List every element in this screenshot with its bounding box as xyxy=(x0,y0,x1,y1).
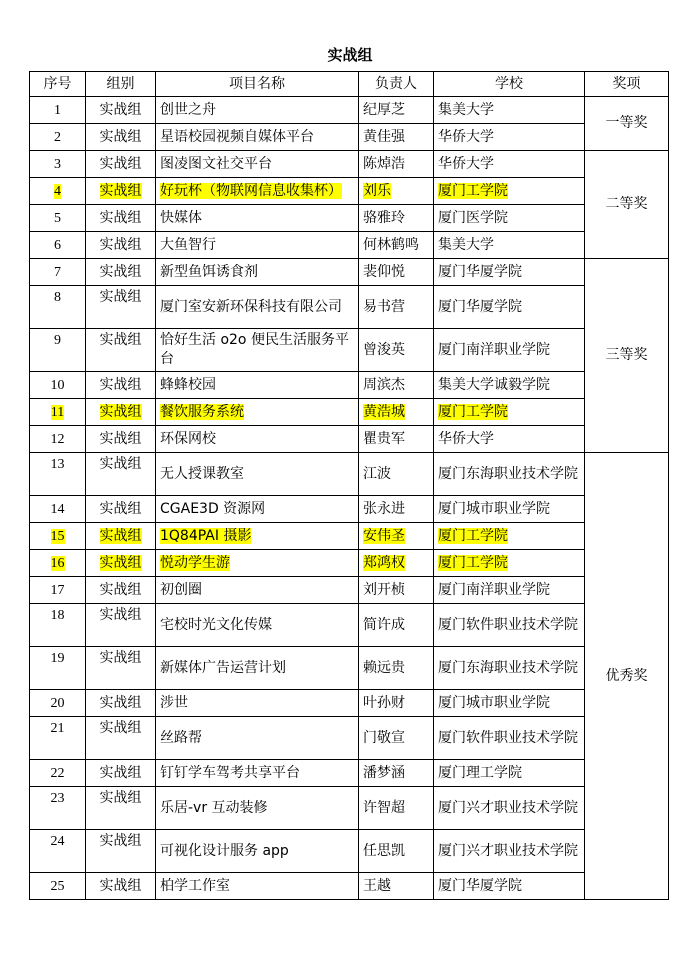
row-project-name: 星语校园视频自媒体平台 xyxy=(156,124,359,151)
row-school: 厦门软件职业技术学院 xyxy=(434,604,585,647)
row-project-name: 恰好生活 o2o 便民生活服务平台 xyxy=(156,329,359,372)
row-no: 2 xyxy=(30,124,86,151)
header-school: 学校 xyxy=(434,72,585,97)
row-school: 厦门兴才职业技术学院 xyxy=(434,830,585,873)
table-row xyxy=(30,399,669,426)
row-person xyxy=(359,550,434,577)
row-no: 1 xyxy=(30,97,86,124)
row-no: 10 xyxy=(30,372,86,399)
highlight: 实战组 xyxy=(99,527,142,544)
award-third: 三等奖 xyxy=(585,259,669,453)
table-row xyxy=(30,873,669,900)
row-group: 实战组 xyxy=(86,205,156,232)
row-person: 任思凯 xyxy=(359,830,434,873)
table-row xyxy=(30,690,669,717)
row-project-name xyxy=(156,399,359,426)
row-project-name: 宅校时光文化传媒 xyxy=(156,604,359,647)
highlight: 厦门工学院 xyxy=(438,403,508,420)
row-school: 厦门软件职业技术学院 xyxy=(434,717,585,760)
table-row xyxy=(30,286,669,329)
row-person: 刘开桢 xyxy=(359,577,434,604)
table-row xyxy=(30,830,669,873)
row-person: 门敬宣 xyxy=(359,717,434,760)
row-group: 实战组 xyxy=(86,647,156,690)
row-person: 曾浚英 xyxy=(359,329,434,372)
header-project-name: 项目名称 xyxy=(156,72,359,97)
highlight: 实战组 xyxy=(99,182,142,199)
row-school: 厦门医学院 xyxy=(434,205,585,232)
highlight: 实战组 xyxy=(99,554,142,571)
row-school: 厦门理工学院 xyxy=(434,760,585,787)
table-row xyxy=(30,178,669,205)
row-group: 实战组 xyxy=(86,604,156,647)
row-person: 易书营 xyxy=(359,286,434,329)
row-school: 华侨大学 xyxy=(434,426,585,453)
row-project-name: 蜂蜂校园 xyxy=(156,372,359,399)
row-school: 集美大学 xyxy=(434,232,585,259)
row-person: 瞿贵军 xyxy=(359,426,434,453)
row-group: 实战组 xyxy=(86,453,156,496)
table-row xyxy=(30,577,669,604)
row-person: 黄佳强 xyxy=(359,124,434,151)
table-row xyxy=(30,496,669,523)
row-group: 实战组 xyxy=(86,426,156,453)
row-group xyxy=(86,178,156,205)
row-no: 3 xyxy=(30,151,86,178)
row-no: 14 xyxy=(30,496,86,523)
row-group: 实战组 xyxy=(86,496,156,523)
row-school: 华侨大学 xyxy=(434,124,585,151)
row-school: 厦门兴才职业技术学院 xyxy=(434,787,585,830)
row-no: 8 xyxy=(30,286,86,329)
awards-table xyxy=(29,71,669,900)
row-group: 实战组 xyxy=(86,717,156,760)
header-award: 奖项 xyxy=(585,72,669,97)
table-row xyxy=(30,550,669,577)
row-project-name: 大鱼智行 xyxy=(156,232,359,259)
highlight: 刘乐 xyxy=(363,182,391,199)
row-school: 厦门东海职业技术学院 xyxy=(434,647,585,690)
row-school: 厦门华厦学院 xyxy=(434,286,585,329)
highlight: 郑鸿权 xyxy=(363,554,405,571)
row-no: 18 xyxy=(30,604,86,647)
table-row xyxy=(30,97,669,124)
row-no: 23 xyxy=(30,787,86,830)
row-project-name: 初创圈 xyxy=(156,577,359,604)
row-school xyxy=(434,399,585,426)
row-no xyxy=(30,550,86,577)
header-no: 序号 xyxy=(30,72,86,97)
row-no: 12 xyxy=(30,426,86,453)
row-person: 叶孙财 xyxy=(359,690,434,717)
highlight: 厦门工学院 xyxy=(438,554,508,571)
table-row xyxy=(30,329,669,372)
row-group xyxy=(86,399,156,426)
row-person: 王越 xyxy=(359,873,434,900)
row-school: 厦门东海职业技术学院 xyxy=(434,453,585,496)
row-person: 潘梦涵 xyxy=(359,760,434,787)
row-project-name: 环保网校 xyxy=(156,426,359,453)
row-person: 张永进 xyxy=(359,496,434,523)
row-no: 5 xyxy=(30,205,86,232)
row-school: 厦门城市职业学院 xyxy=(434,690,585,717)
table-row xyxy=(30,259,669,286)
row-school xyxy=(434,178,585,205)
row-person: 骆雅玲 xyxy=(359,205,434,232)
row-project-name: 涉世 xyxy=(156,690,359,717)
row-project-name: 柏学工作室 xyxy=(156,873,359,900)
table-row xyxy=(30,124,669,151)
row-no: 19 xyxy=(30,647,86,690)
row-school xyxy=(434,550,585,577)
table-row xyxy=(30,523,669,550)
row-no: 6 xyxy=(30,232,86,259)
row-project-name: 快媒体 xyxy=(156,205,359,232)
table-header-row xyxy=(30,72,669,97)
highlight: 餐饮服务系统 xyxy=(160,403,244,420)
row-school xyxy=(434,523,585,550)
header-group: 组别 xyxy=(86,72,156,97)
row-person xyxy=(359,523,434,550)
row-project-name: 新型鱼饵诱食剂 xyxy=(156,259,359,286)
row-group: 实战组 xyxy=(86,151,156,178)
row-project-name xyxy=(156,178,359,205)
row-no xyxy=(30,178,86,205)
row-project-name xyxy=(156,523,359,550)
highlight: 实战组 xyxy=(99,403,142,420)
header-person: 负责人 xyxy=(359,72,434,97)
highlight: 15 xyxy=(50,528,65,544)
row-person: 赖远贵 xyxy=(359,647,434,690)
row-group: 实战组 xyxy=(86,232,156,259)
row-project-name: 厦门室安新环保科技有限公司 xyxy=(156,286,359,329)
table-row xyxy=(30,604,669,647)
table-row xyxy=(30,426,669,453)
table-row xyxy=(30,760,669,787)
row-no: 7 xyxy=(30,259,86,286)
row-no: 9 xyxy=(30,329,86,372)
row-group: 实战组 xyxy=(86,760,156,787)
row-no: 17 xyxy=(30,577,86,604)
row-group: 实战组 xyxy=(86,124,156,151)
row-group: 实战组 xyxy=(86,372,156,399)
highlight: 厦门工学院 xyxy=(438,527,508,544)
row-project-name: CGAE3D 资源网 xyxy=(156,496,359,523)
row-school: 集美大学诚毅学院 xyxy=(434,372,585,399)
row-school: 厦门华厦学院 xyxy=(434,259,585,286)
row-person: 纪厚芝 xyxy=(359,97,434,124)
row-no: 21 xyxy=(30,717,86,760)
row-person xyxy=(359,178,434,205)
row-no xyxy=(30,399,86,426)
row-no: 13 xyxy=(30,453,86,496)
table-row xyxy=(30,717,669,760)
row-project-name: 新媒体广告运营计划 xyxy=(156,647,359,690)
row-project-name: 无人授课教室 xyxy=(156,453,359,496)
highlight: 悦动学生游 xyxy=(160,554,230,571)
highlight: 好玩杯（物联网信息收集杯） xyxy=(160,182,342,199)
row-project-name xyxy=(156,550,359,577)
row-group: 实战组 xyxy=(86,873,156,900)
row-no: 22 xyxy=(30,760,86,787)
row-person: 周滨杰 xyxy=(359,372,434,399)
highlight: 11 xyxy=(50,404,65,420)
highlight: 16 xyxy=(50,555,65,571)
award-merit: 优秀奖 xyxy=(585,453,669,900)
row-project-name: 乐居-vr 互动装修 xyxy=(156,787,359,830)
row-school: 厦门城市职业学院 xyxy=(434,496,585,523)
row-group xyxy=(86,523,156,550)
table-row xyxy=(30,453,669,496)
table-row xyxy=(30,787,669,830)
row-person: 许智超 xyxy=(359,787,434,830)
highlight: 厦门工学院 xyxy=(438,182,508,199)
table-row xyxy=(30,232,669,259)
highlight: 黄浩城 xyxy=(363,403,405,420)
row-school: 厦门南洋职业学院 xyxy=(434,577,585,604)
table-row xyxy=(30,205,669,232)
row-school: 集美大学 xyxy=(434,97,585,124)
row-project-name: 丝路帮 xyxy=(156,717,359,760)
row-group: 实战组 xyxy=(86,690,156,717)
highlight: 安伟圣 xyxy=(363,527,405,544)
row-group: 实战组 xyxy=(86,259,156,286)
row-group: 实战组 xyxy=(86,787,156,830)
row-no: 20 xyxy=(30,690,86,717)
row-project-name: 图凌图文社交平台 xyxy=(156,151,359,178)
row-group xyxy=(86,550,156,577)
award-second: 二等奖 xyxy=(585,151,669,259)
row-group: 实战组 xyxy=(86,97,156,124)
row-no xyxy=(30,523,86,550)
row-person xyxy=(359,399,434,426)
row-project-name: 可视化设计服务 app xyxy=(156,830,359,873)
table-row xyxy=(30,647,669,690)
table-row xyxy=(30,151,669,178)
row-person: 何林鹤鸣 xyxy=(359,232,434,259)
row-project-name: 创世之舟 xyxy=(156,97,359,124)
row-school: 华侨大学 xyxy=(434,151,585,178)
row-group: 实战组 xyxy=(86,577,156,604)
page-title: 实战组 xyxy=(327,46,373,64)
row-group: 实战组 xyxy=(86,329,156,372)
highlight: 4 xyxy=(54,183,61,199)
highlight: 1Q84PAI 摄影 xyxy=(160,527,252,544)
table-row xyxy=(30,372,669,399)
row-person: 裴仰悦 xyxy=(359,259,434,286)
row-group: 实战组 xyxy=(86,286,156,329)
row-school: 厦门南洋职业学院 xyxy=(434,329,585,372)
row-person: 江波 xyxy=(359,453,434,496)
row-person: 陈焯浩 xyxy=(359,151,434,178)
row-group: 实战组 xyxy=(86,830,156,873)
award-first: 一等奖 xyxy=(585,97,669,151)
row-no: 25 xyxy=(30,873,86,900)
row-person: 简许成 xyxy=(359,604,434,647)
row-no: 24 xyxy=(30,830,86,873)
row-school: 厦门华厦学院 xyxy=(434,873,585,900)
row-project-name: 钉钉学车驾考共享平台 xyxy=(156,760,359,787)
